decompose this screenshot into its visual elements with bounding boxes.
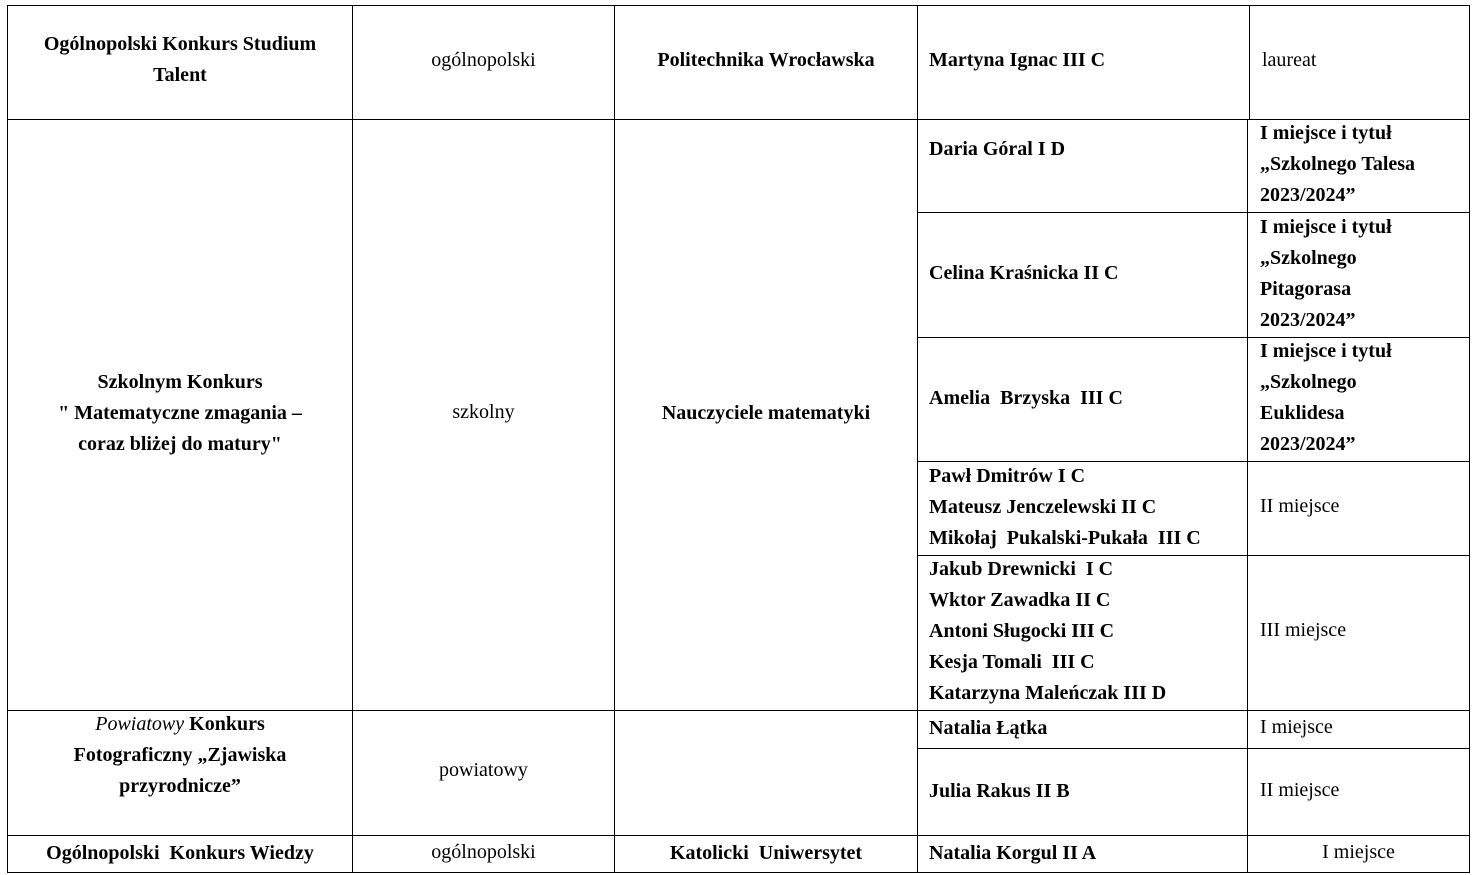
result-line: Pitagorasa bbox=[1260, 278, 1352, 300]
column-divider bbox=[1249, 5, 1250, 120]
result-line: 2023/2024” bbox=[1260, 433, 1356, 455]
level-text: ogólnopolski bbox=[431, 841, 536, 863]
organizer-cell bbox=[615, 755, 917, 786]
result-cell bbox=[1260, 212, 1468, 336]
student-name: Natalia Łątka bbox=[929, 717, 1048, 739]
level-cell bbox=[353, 837, 614, 868]
student-cell bbox=[929, 383, 1245, 414]
table-border bbox=[1469, 5, 1470, 873]
student-name: Jakub Drewnicki I C bbox=[929, 558, 1114, 580]
student-name: Wktor Zawadka II C bbox=[929, 589, 1111, 611]
competition-line: Talent bbox=[153, 64, 207, 86]
student-cell bbox=[929, 134, 1245, 165]
result-line: 2023/2024” bbox=[1260, 309, 1356, 331]
level-text: ogólnopolski bbox=[431, 49, 536, 71]
level-cell bbox=[353, 397, 614, 428]
table-border bbox=[7, 872, 1470, 873]
result-text: II miejsce bbox=[1260, 779, 1340, 801]
result-line: „Szkolnego Talesa bbox=[1260, 153, 1416, 175]
organizer-text: Nauczyciele matematyki bbox=[661, 402, 871, 424]
competition-italic-word: Powiatowy bbox=[95, 713, 185, 735]
competition-line: Ogólnopolski Konkurs Studium bbox=[43, 33, 317, 55]
organizer-cell bbox=[615, 398, 917, 429]
column-divider bbox=[352, 5, 353, 873]
competition-line bbox=[95, 709, 264, 740]
result-line: Euklidesa bbox=[1260, 402, 1345, 424]
result-cell bbox=[1262, 45, 1467, 76]
competition-line: Szkolnym Konkurs bbox=[97, 371, 263, 393]
result-line: I miejsce i tytuł bbox=[1260, 340, 1392, 362]
student-name: Julia Rakus II B bbox=[929, 780, 1070, 802]
competition-word: Konkurs bbox=[184, 713, 265, 735]
student-name: Natalia Korgul II A bbox=[929, 842, 1097, 864]
student-name: Martyna Ignac III C bbox=[929, 49, 1106, 71]
student-name: Celina Kraśnicka II C bbox=[929, 262, 1119, 284]
student-name: Mateusz Jenczelewski II C bbox=[929, 496, 1157, 518]
level-cell bbox=[353, 755, 614, 786]
competition-line: " Matematyczne zmagania – bbox=[58, 402, 302, 424]
column-divider bbox=[1247, 119, 1248, 873]
result-text: I miejsce bbox=[1260, 716, 1333, 738]
result-line: „Szkolnego bbox=[1260, 371, 1357, 393]
competition-line: coraz bliżej do matury" bbox=[78, 433, 282, 455]
student-name: Pawł Dmitrów I C bbox=[929, 465, 1086, 487]
result-cell bbox=[1260, 491, 1468, 522]
student-cell bbox=[929, 776, 1245, 807]
result-line: I miejsce i tytuł bbox=[1260, 216, 1392, 238]
organizer-text: Politechnika Wrocławska bbox=[657, 49, 875, 71]
result-cell bbox=[1260, 712, 1468, 743]
result-text: I miejsce bbox=[1322, 841, 1395, 863]
competition-cell bbox=[8, 367, 352, 460]
student-name: Katarzyna Maleńczak III D bbox=[929, 682, 1167, 704]
student-name: Antoni Sługocki III C bbox=[929, 620, 1115, 642]
level-text: szkolny bbox=[452, 401, 515, 423]
student-cell bbox=[929, 713, 1245, 744]
table-border bbox=[7, 5, 1470, 6]
column-divider bbox=[614, 5, 615, 873]
row-divider bbox=[7, 119, 1470, 120]
row-divider bbox=[7, 835, 1470, 836]
organizer-text: Katolicki Uniwersytet bbox=[669, 842, 863, 864]
student-cell bbox=[929, 554, 1245, 709]
student-cell bbox=[929, 838, 1245, 869]
organizer-cell bbox=[615, 838, 917, 869]
result-cell bbox=[1260, 775, 1468, 806]
competition-line: Ogólnopolski Konkurs Wiedzy bbox=[46, 842, 314, 864]
row-divider bbox=[917, 748, 1470, 749]
student-name: Amelia Brzyska III C bbox=[929, 387, 1123, 409]
result-cell bbox=[1260, 118, 1468, 211]
student-name: Daria Góral I D bbox=[929, 138, 1066, 160]
student-cell bbox=[929, 45, 1247, 76]
result-cell bbox=[1260, 336, 1468, 460]
level-text: powiatowy bbox=[439, 759, 528, 781]
student-name: Mikołaj Pukalski-Pukała III C bbox=[929, 527, 1201, 549]
student-cell bbox=[929, 258, 1245, 289]
result-cell bbox=[1248, 837, 1469, 868]
competition-cell bbox=[8, 838, 352, 869]
competition-line: przyrodnicze” bbox=[119, 775, 241, 797]
organizer-cell bbox=[615, 45, 917, 76]
result-text: III miejsce bbox=[1260, 619, 1347, 641]
result-line: I miejsce i tytuł bbox=[1260, 122, 1392, 144]
competition-cell bbox=[8, 709, 352, 802]
result-line: „Szkolnego bbox=[1260, 247, 1357, 269]
competition-cell bbox=[8, 30, 352, 90]
student-name: Kesja Tomali III C bbox=[929, 651, 1095, 673]
student-cell bbox=[929, 461, 1245, 554]
result-text: laureat bbox=[1262, 49, 1317, 71]
result-cell bbox=[1260, 615, 1468, 646]
result-text: II miejsce bbox=[1260, 495, 1340, 517]
level-cell bbox=[353, 45, 614, 76]
result-line: 2023/2024” bbox=[1260, 184, 1356, 206]
column-divider bbox=[917, 5, 918, 873]
competition-line: Fotograficzny „Zjawiska bbox=[73, 744, 287, 766]
